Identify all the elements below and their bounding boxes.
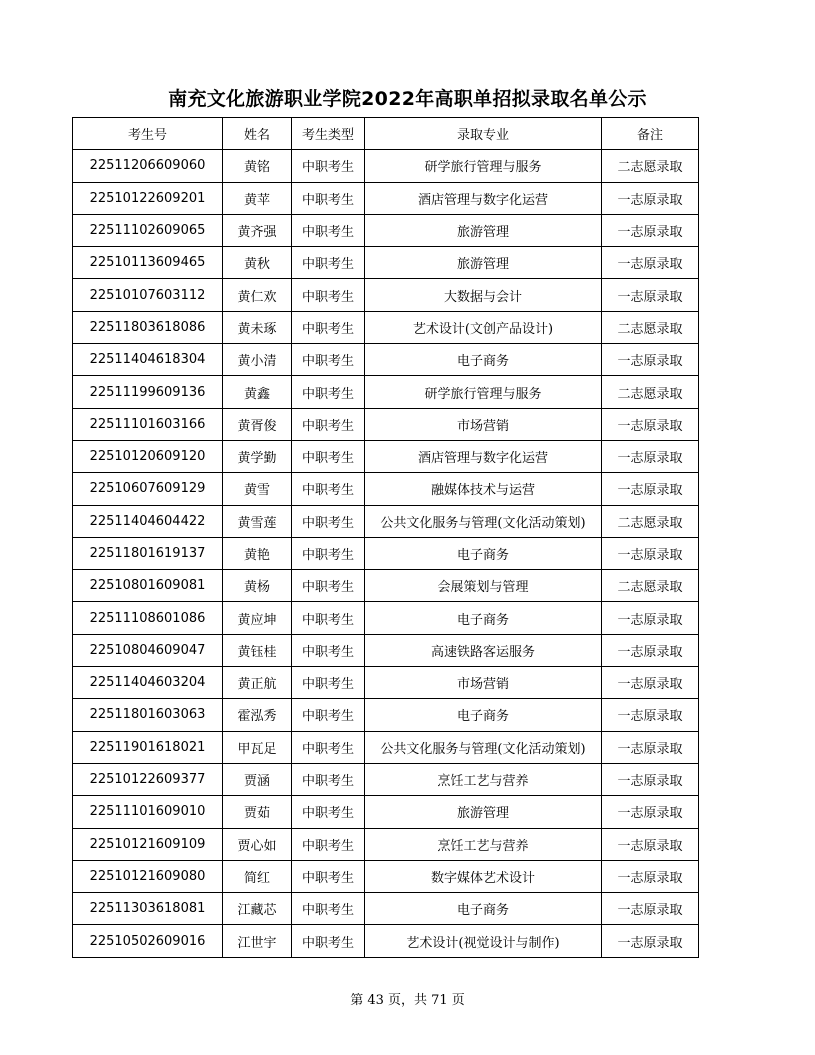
remark-cell: 一志原录取 [602,699,699,731]
remark-cell: 一志原录取 [602,182,699,214]
remark-cell: 二志愿录取 [602,570,699,602]
table-row [73,344,699,376]
exam-id-cell: 22511101609010 [73,796,223,828]
remark-cell: 一志原录取 [602,344,699,376]
student-type-cell: 中职考生 [292,634,365,666]
remark-cell: 一志原录取 [602,667,699,699]
name-cell: 黄学勤 [223,440,292,472]
table-row [73,182,699,214]
remark-cell: 一志原录取 [602,731,699,763]
name-cell: 霍泓秀 [223,699,292,731]
remark-cell: 一志原录取 [602,408,699,440]
exam-id-cell: 22511303618081 [73,893,223,925]
major-cell: 电子商务 [365,699,602,731]
exam-id-cell: 22510804609047 [73,634,223,666]
header-exam-id: 考生号 [73,118,223,150]
page-title: 南充文化旅游职业学院2022年高职单招拟录取名单公示 [168,88,647,110]
table-body [73,150,699,957]
exam-id-cell: 22511108601086 [73,602,223,634]
name-cell: 黄艳 [223,537,292,569]
student-type-cell: 中职考生 [292,279,365,311]
exam-id-cell: 22511901618021 [73,731,223,763]
exam-id-cell: 22511803618086 [73,311,223,343]
name-cell: 黄秋 [223,247,292,279]
student-type-cell: 中职考生 [292,473,365,505]
major-cell: 旅游管理 [365,796,602,828]
major-cell: 市场营销 [365,408,602,440]
remark-cell: 一志原录取 [602,602,699,634]
exam-id-cell: 22511801603063 [73,699,223,731]
header-student-type: 考生类型 [292,118,365,150]
table-row [73,828,699,860]
table-row [73,214,699,246]
student-type-cell: 中职考生 [292,860,365,892]
major-cell: 大数据与会计 [365,279,602,311]
student-type-cell: 中职考生 [292,570,365,602]
name-cell: 黄雪莲 [223,505,292,537]
major-cell: 数字媒体艺术设计 [365,860,602,892]
header-remark: 备注 [602,118,699,150]
student-type-cell: 中职考生 [292,311,365,343]
table-row [73,763,699,795]
student-type-cell: 中职考生 [292,247,365,279]
remark-cell: 一志原录取 [602,634,699,666]
student-type-cell: 中职考生 [292,699,365,731]
remark-cell: 一志原录取 [602,279,699,311]
remark-cell: 二志愿录取 [602,505,699,537]
exam-id-cell: 22510122609201 [73,182,223,214]
name-cell: 黄仁欢 [223,279,292,311]
student-type-cell: 中职考生 [292,505,365,537]
header-name: 姓名 [223,118,292,150]
remark-cell: 一志原录取 [602,860,699,892]
name-cell: 甲瓦足 [223,731,292,763]
table-row [73,925,699,957]
student-type-cell: 中职考生 [292,408,365,440]
student-type-cell: 中职考生 [292,667,365,699]
table-row [73,408,699,440]
remark-cell: 一志原录取 [602,247,699,279]
name-cell: 黄鑫 [223,376,292,408]
major-cell: 融媒体技术与运营 [365,473,602,505]
exam-id-cell: 22511206609060 [73,150,223,182]
exam-id-cell: 22510121609080 [73,860,223,892]
student-type-cell: 中职考生 [292,150,365,182]
major-cell: 会展策划与管理 [365,570,602,602]
major-cell: 公共文化服务与管理(文化活动策划) [365,505,602,537]
major-cell: 电子商务 [365,602,602,634]
exam-id-cell: 22510107603112 [73,279,223,311]
table-row [73,311,699,343]
major-cell: 高速铁路客运服务 [365,634,602,666]
student-type-cell: 中职考生 [292,182,365,214]
admission-table [72,117,699,958]
exam-id-cell: 22511801619137 [73,537,223,569]
exam-id-cell: 22511102609065 [73,214,223,246]
table-row [73,699,699,731]
major-cell: 研学旅行管理与服务 [365,150,602,182]
exam-id-cell: 22511404618304 [73,344,223,376]
table-row [73,247,699,279]
major-cell: 研学旅行管理与服务 [365,376,602,408]
table-row [73,537,699,569]
major-cell: 电子商务 [365,344,602,376]
name-cell: 黄应坤 [223,602,292,634]
exam-id-cell: 22511199609136 [73,376,223,408]
name-cell: 黄未琢 [223,311,292,343]
name-cell: 黄正航 [223,667,292,699]
table-row [73,796,699,828]
major-cell: 旅游管理 [365,247,602,279]
table-row [73,634,699,666]
name-cell: 黄齐强 [223,214,292,246]
remark-cell: 二志愿录取 [602,311,699,343]
remark-cell: 一志原录取 [602,828,699,860]
exam-id-cell: 22510607609129 [73,473,223,505]
name-cell: 黄小清 [223,344,292,376]
table-header-row [73,118,699,150]
major-cell: 艺术设计(文创产品设计) [365,311,602,343]
exam-id-cell: 22510120609120 [73,440,223,472]
major-cell: 烹饪工艺与营养 [365,828,602,860]
major-cell: 电子商务 [365,537,602,569]
table-row [73,860,699,892]
student-type-cell: 中职考生 [292,796,365,828]
remark-cell: 一志原录取 [602,473,699,505]
exam-id-cell: 22510113609465 [73,247,223,279]
remark-cell: 一志原录取 [602,893,699,925]
name-cell: 黄铭 [223,150,292,182]
table-row [73,667,699,699]
exam-id-cell: 22510801609081 [73,570,223,602]
exam-id-cell: 22510121609109 [73,828,223,860]
major-cell: 烹饪工艺与营养 [365,763,602,795]
student-type-cell: 中职考生 [292,828,365,860]
name-cell: 黄雪 [223,473,292,505]
student-type-cell: 中职考生 [292,440,365,472]
header-major: 录取专业 [365,118,602,150]
remark-cell: 一志原录取 [602,537,699,569]
name-cell: 黄杨 [223,570,292,602]
table-row [73,150,699,182]
remark-cell: 二志愿录取 [602,150,699,182]
name-cell: 黄钰桂 [223,634,292,666]
student-type-cell: 中职考生 [292,731,365,763]
remark-cell: 一志原录取 [602,763,699,795]
student-type-cell: 中职考生 [292,602,365,634]
name-cell: 简红 [223,860,292,892]
exam-id-cell: 22510122609377 [73,763,223,795]
student-type-cell: 中职考生 [292,214,365,246]
remark-cell: 二志愿录取 [602,376,699,408]
exam-id-cell: 22511404604422 [73,505,223,537]
major-cell: 艺术设计(视觉设计与制作) [365,925,602,957]
student-type-cell: 中职考生 [292,344,365,376]
table-row [73,473,699,505]
remark-cell: 一志原录取 [602,214,699,246]
name-cell: 黄苹 [223,182,292,214]
table-row [73,505,699,537]
table-row [73,570,699,602]
name-cell: 贾涵 [223,763,292,795]
table-row [73,731,699,763]
table-row [73,893,699,925]
student-type-cell: 中职考生 [292,893,365,925]
name-cell: 贾心如 [223,828,292,860]
table-row [73,279,699,311]
major-cell: 公共文化服务与管理(文化活动策划) [365,731,602,763]
table-row [73,376,699,408]
name-cell: 贾茹 [223,796,292,828]
exam-id-cell: 22511404603204 [73,667,223,699]
major-cell: 酒店管理与数字化运营 [365,440,602,472]
student-type-cell: 中职考生 [292,763,365,795]
student-type-cell: 中职考生 [292,376,365,408]
exam-id-cell: 22511101603166 [73,408,223,440]
name-cell: 江世宇 [223,925,292,957]
major-cell: 市场营销 [365,667,602,699]
remark-cell: 一志原录取 [602,925,699,957]
name-cell: 江藏芯 [223,893,292,925]
major-cell: 旅游管理 [365,214,602,246]
major-cell: 酒店管理与数字化运营 [365,182,602,214]
remark-cell: 一志原录取 [602,796,699,828]
table-row [73,602,699,634]
page-footer: 第 43 页，共 71 页 [350,993,465,1008]
student-type-cell: 中职考生 [292,925,365,957]
major-cell: 电子商务 [365,893,602,925]
name-cell: 黄胥俊 [223,408,292,440]
table-row [73,440,699,472]
exam-id-cell: 22510502609016 [73,925,223,957]
student-type-cell: 中职考生 [292,537,365,569]
remark-cell: 一志原录取 [602,440,699,472]
